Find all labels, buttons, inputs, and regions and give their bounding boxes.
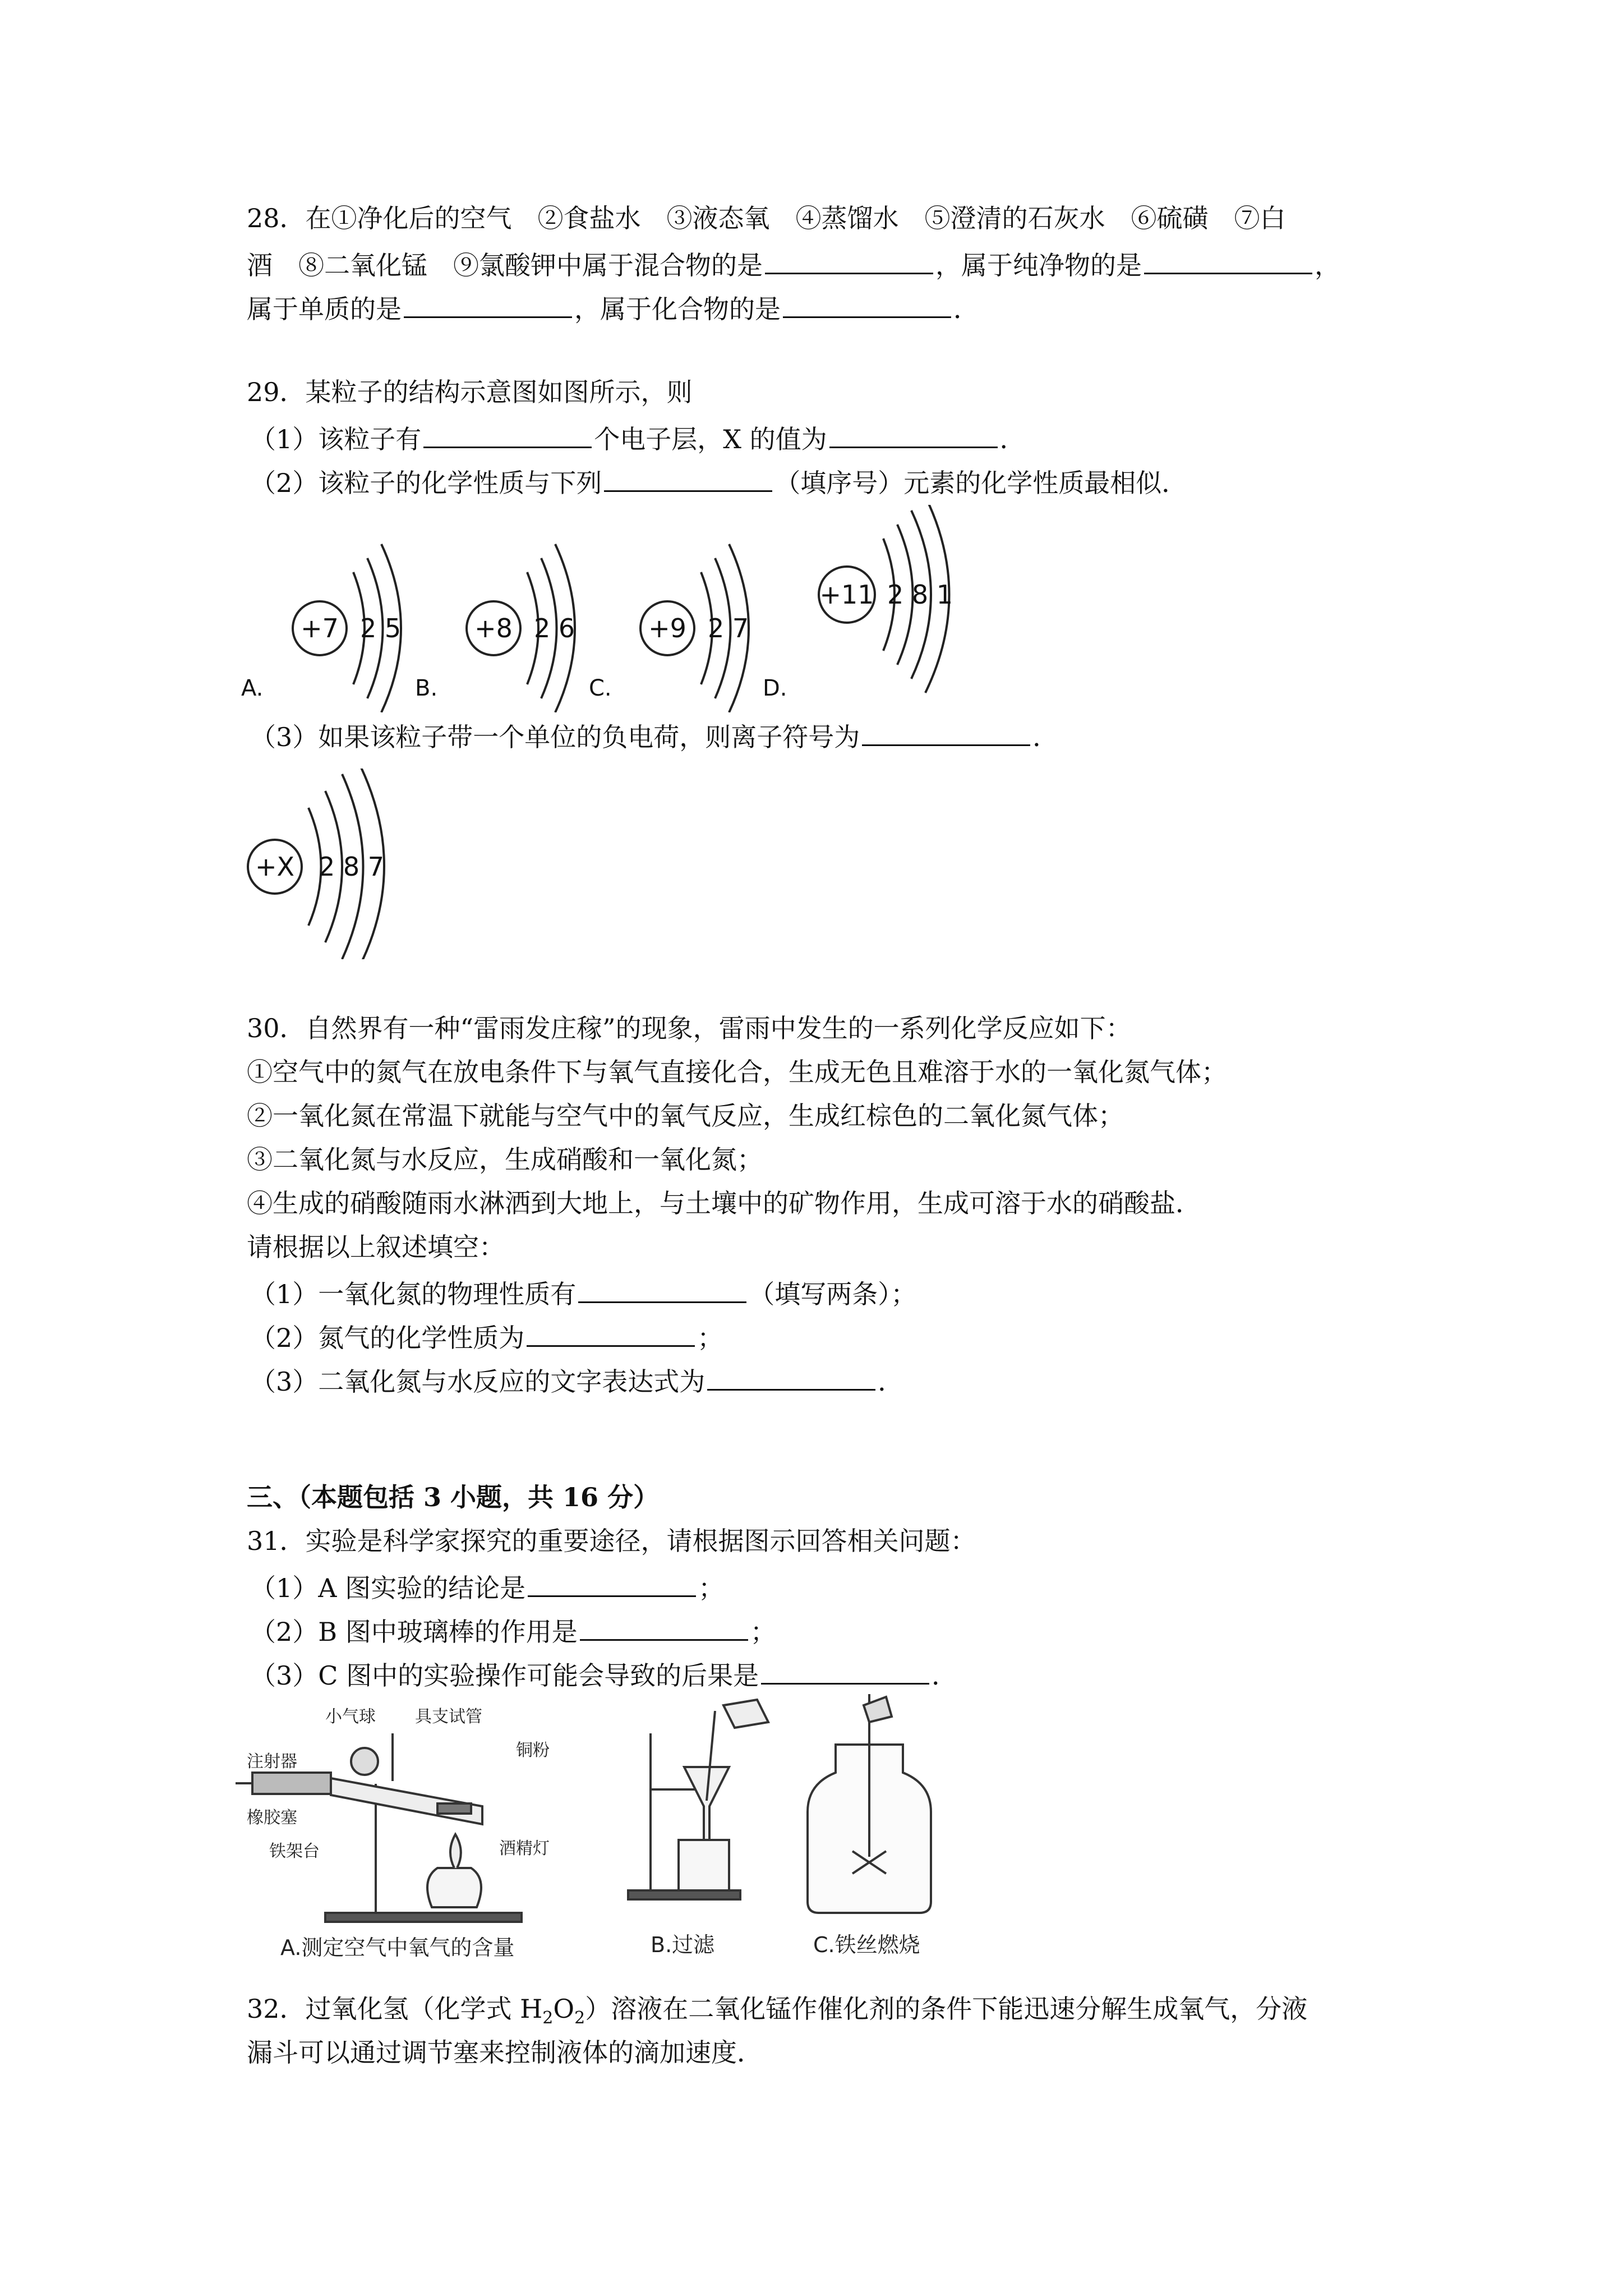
- q32-line1: [247, 1990, 1307, 2037]
- answer-blank[interactable]: [578, 1272, 746, 1303]
- subscript: 2: [574, 2008, 585, 2028]
- syringe-barrel: [252, 1773, 331, 1794]
- q30-text: ．: [878, 1366, 904, 1397]
- q30-part3: [250, 1360, 903, 1400]
- q32-line2: [247, 2034, 763, 2071]
- answer-blank[interactable]: [580, 1610, 748, 1641]
- q28-text: 属于单质的是: [247, 294, 402, 324]
- subscript: 2: [542, 2008, 554, 2028]
- answer-blank[interactable]: [404, 287, 572, 318]
- side-arm-tube: [331, 1778, 482, 1824]
- q30-statement-2: [247, 1097, 1124, 1134]
- shell-electrons: 2 7: [708, 613, 749, 643]
- q30-text: ；: [697, 1323, 723, 1353]
- q28-line1-text: 28．在①净化后的空气 ②食盐水 ③液态氧 ④蒸馏水 ⑤澄清的石灰水 ⑥硫磺 ⑦白: [247, 203, 1286, 233]
- answer-blank[interactable]: [707, 1360, 875, 1391]
- q32-text: 漏斗可以通过调节塞来控制液体的滴加速度．: [247, 2037, 763, 2068]
- figure-a-oxygen-measurement: [236, 1700, 594, 1963]
- q31-part1: [250, 1566, 724, 1607]
- label-stand: 铁架台: [269, 1842, 320, 1861]
- shell-electrons: 2 8 7: [319, 852, 385, 882]
- option-letter: D.: [763, 675, 787, 701]
- option-letter: C.: [589, 675, 612, 701]
- q31-text: ；: [698, 1573, 725, 1603]
- q30-text: ④生成的硝酸随雨水淋洒到大地上，与土壤中的矿物作用，生成可溶于水的硝酸盐．: [247, 1188, 1201, 1218]
- q28-text: 酒 ⑧二氧化锰 ⑨氯酸钾中属于混合物的是: [247, 250, 763, 280]
- nucleus-charge: +7: [301, 613, 339, 643]
- q29-text: ．: [1032, 722, 1059, 752]
- label-stopper: 橡胶塞: [247, 1808, 297, 1828]
- figure-c-caption: C.铁丝燃烧: [813, 1932, 920, 1957]
- answer-blank[interactable]: [1144, 243, 1312, 274]
- nucleus-charge: +9: [648, 613, 686, 643]
- q31-text: （3）C 图中的实验操作可能会导致的后果是: [250, 1660, 759, 1691]
- figure-b-caption: B.过滤: [651, 1932, 715, 1957]
- answer-blank[interactable]: [862, 715, 1030, 746]
- funnel: [684, 1767, 729, 1851]
- answer-blank[interactable]: [604, 461, 772, 492]
- q29-particle-figure: [241, 769, 477, 959]
- answer-blank[interactable]: [783, 287, 951, 318]
- label-tube: 具支试管: [415, 1707, 482, 1727]
- copper-powder: [437, 1803, 471, 1814]
- q30-statement-1: [247, 1053, 1227, 1091]
- beaker: [679, 1840, 729, 1890]
- q29-text: （3）如果该粒子带一个单位的负电荷，则离子符号为: [250, 722, 860, 752]
- q32-text: ）溶液在二氧化锰作催化剂的条件下能迅速分解生成氧气，分液: [585, 1994, 1308, 2024]
- section-heading-text: 三、（本题包括 3 小题，共 16 分）: [247, 1482, 660, 1512]
- q30-statement-4: [247, 1185, 1201, 1222]
- stand-base: [628, 1890, 740, 1899]
- answer-blank[interactable]: [761, 1654, 929, 1685]
- q29-part1: [250, 417, 1026, 458]
- q28-line3: [247, 287, 979, 328]
- lamp-flame: [450, 1834, 461, 1868]
- answer-blank[interactable]: [528, 1566, 696, 1597]
- q32-text: 32．过氧化氢（化学式 H: [247, 1994, 543, 2024]
- pouring-beaker: [723, 1700, 768, 1728]
- answer-blank[interactable]: [829, 417, 998, 448]
- q31-stem: [247, 1522, 976, 1559]
- q31-text: ．: [932, 1660, 958, 1691]
- figure-a-caption: A.测定空气中氧气的含量: [280, 1935, 515, 1960]
- shell-electrons: 2 8 1: [887, 579, 953, 610]
- label-copper: 铜粉: [516, 1741, 550, 1760]
- q29-part2: [250, 461, 1187, 501]
- small-balloon: [351, 1748, 378, 1775]
- hand-holding-wire: [864, 1697, 892, 1722]
- q32-text: O: [553, 1994, 575, 2024]
- option-letter: A.: [241, 675, 264, 701]
- label-lamp: 酒精灯: [499, 1839, 550, 1858]
- q29-part3: [250, 715, 1058, 756]
- nucleus-charge: +11: [819, 579, 874, 610]
- figure-c-iron-wire-burning: [802, 1688, 970, 1963]
- q29-text: （填序号）元素的化学性质最相似．: [774, 468, 1188, 498]
- q28-line2: [247, 243, 1340, 284]
- q29-text: 个电子层，X 的值为: [594, 424, 827, 454]
- q30-text: ③二氧化氮与水反应，生成硝酸和一氧化氮；: [247, 1144, 763, 1175]
- q30-part2: [250, 1316, 723, 1356]
- q29-stem-text: 29．某粒子的结构示意图如图所示，则: [247, 377, 693, 407]
- shell-electrons: 2 5: [360, 613, 402, 643]
- answer-blank[interactable]: [527, 1316, 695, 1347]
- q30-text: ②一氧化氮在常温下就能与空气中的氧气反应，生成红棕色的二氧化氮气体；: [247, 1101, 1124, 1131]
- q30-text: （3）二氧化氮与水反应的文字表达式为: [250, 1366, 706, 1397]
- q28-text: ，: [1315, 250, 1340, 280]
- q29-stem: [247, 374, 693, 411]
- alcohol-lamp: [427, 1868, 481, 1907]
- q28-text: ．: [953, 294, 979, 324]
- answer-blank[interactable]: [765, 243, 933, 274]
- q29-text: ．: [999, 424, 1026, 454]
- q30-stem-text: 30．自然界有一种“雷雨发庄稼”的现象，雷雨中发生的一系列化学反应如下：: [247, 1013, 1132, 1043]
- option-letter: B.: [415, 675, 438, 701]
- q30-instruction: [247, 1228, 505, 1266]
- q30-statement-3: [247, 1141, 763, 1178]
- section-heading: [247, 1479, 659, 1516]
- q29-text: （2）该粒子的化学性质与下列: [250, 468, 602, 498]
- q29-options-figure: [241, 505, 998, 712]
- q30-text: 请根据以上叙述填空：: [247, 1232, 505, 1262]
- nucleus-charge: +8: [474, 613, 513, 643]
- q31-stem-text: 31．实验是科学家探究的重要途径，请根据图示回答相关问题：: [247, 1526, 976, 1556]
- q30-part1: [250, 1272, 916, 1313]
- q28-text: ，属于纯净物的是: [935, 250, 1142, 280]
- q29-text: （1）该粒子有: [250, 424, 422, 454]
- q31-text: （1）A 图实验的结论是: [250, 1573, 526, 1603]
- figure-b-filtration: [617, 1688, 785, 1963]
- label-syringe: 注射器: [247, 1752, 297, 1772]
- shell-electrons: 2 6: [534, 613, 575, 643]
- q30-text: ①空气中的氮气在放电条件下与氧气直接化合，生成无色且难溶于水的一氧化氮气体；: [247, 1057, 1227, 1087]
- q30-text: （填写两条）；: [749, 1279, 917, 1309]
- q30-text: （1）一氧化氮的物理性质有: [250, 1279, 577, 1309]
- q31-part2: [250, 1610, 776, 1650]
- answer-blank[interactable]: [423, 417, 592, 448]
- q30-stem: [247, 1010, 1132, 1047]
- nucleus-charge: +X: [255, 852, 295, 882]
- q31-text: （2）B 图中玻璃棒的作用是: [250, 1617, 578, 1647]
- q31-text: ；: [750, 1617, 776, 1647]
- q30-text: （2）氮气的化学性质为: [250, 1323, 525, 1353]
- stand-base: [325, 1913, 522, 1922]
- q28-text: ，属于化合物的是: [574, 294, 781, 324]
- label-balloon: 小气球: [325, 1707, 376, 1727]
- q28-line1: [247, 200, 1286, 237]
